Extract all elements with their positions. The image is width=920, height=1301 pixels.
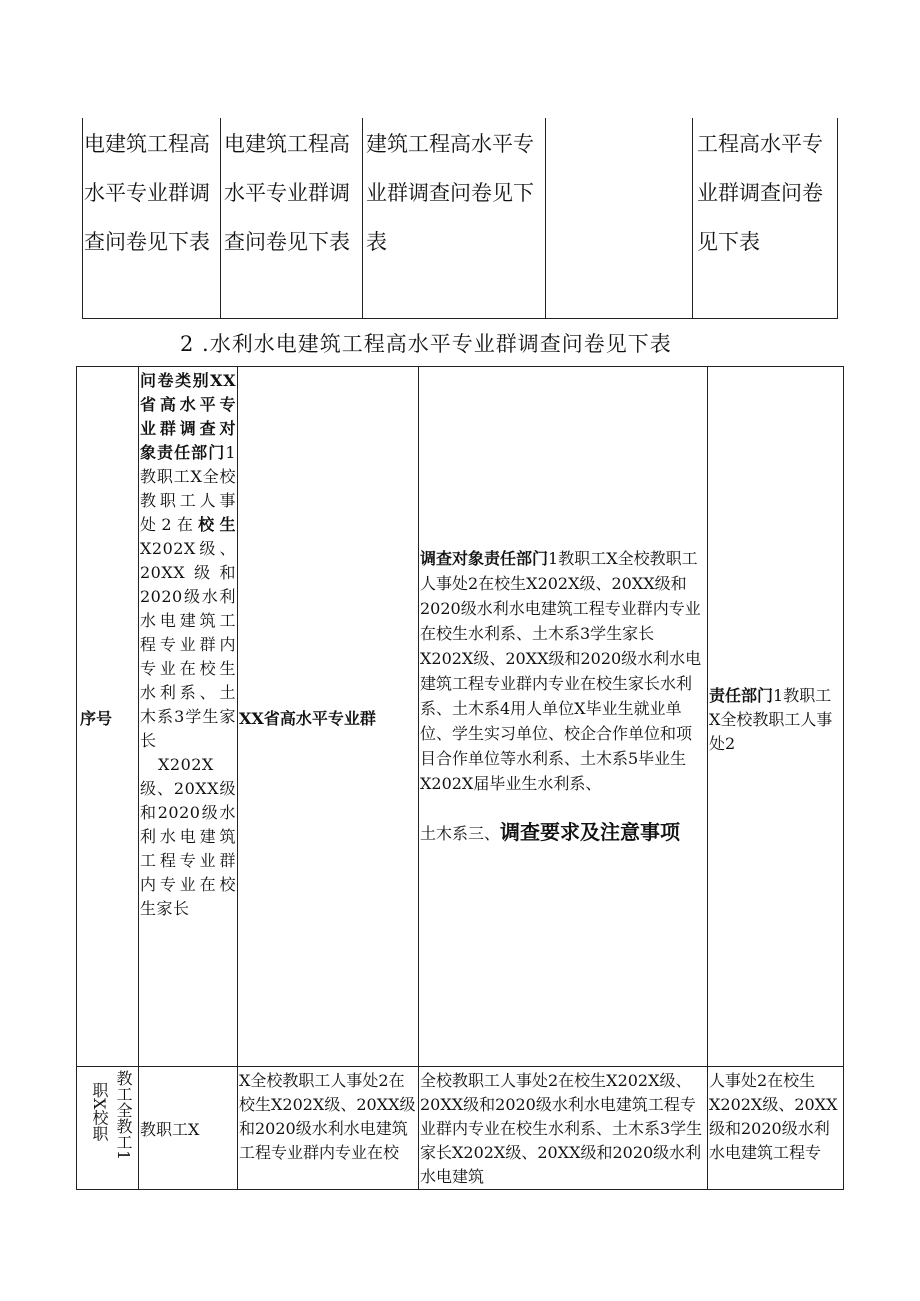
survey-target-tail-heading: 调查要求及注意事项 xyxy=(500,820,681,844)
top-table-divider-2 xyxy=(362,118,363,318)
responsible-dept-text: 1教职工X全校教职工人事处2 xyxy=(709,686,833,753)
survey-type-text-2: X202X级、20XX级和2020级水利水电建筑工程专业群内专业在校生水利系、土木系3学生家长 xyxy=(140,539,236,750)
top-cell-4 xyxy=(549,118,689,318)
top-table-right-border xyxy=(837,118,838,318)
top-table-left-border xyxy=(82,118,83,318)
top-cell-5: 工程高水平专业群调查问卷见下表 xyxy=(697,132,823,254)
responsible-dept-bold: 责任部门 xyxy=(709,686,774,705)
main-table-bottom-border xyxy=(76,1189,844,1190)
survey-type-bold: 问卷类别XX省高水平专业群调查对象责任部门 xyxy=(140,371,236,462)
row2-cell-c4: 全校教职工人事处2在校生X202X级、20XX级和2020级水利水电建筑工程专业群内专业在校生水利系、土木系3学生家长X202X级、20XX级和2020级水利水电建筑 xyxy=(420,1071,703,1186)
survey-target-text: 1教职工X全校教职工人事处2在校生X202X级、20XX级和2020级水利水电建筑工程专业群内专业在校生水利系、土木系3学生家长X202X级、20XX级和2020级水利水电建筑工程专业群内专业在校生家长水利系、土木系4用人单位X毕业生就业单位、学生实习单位、校企合作单位和项目合作单位等水利系、土木系5毕业生X202X届毕业生水利系、 xyxy=(420,549,702,793)
main-table-row-divider xyxy=(76,1066,844,1067)
survey-target-bold: 调查对象责任部门 xyxy=(420,549,549,568)
main-table-left-border xyxy=(76,366,77,1190)
header-cell-seq: 序号 xyxy=(80,709,113,728)
main-table-divider-4 xyxy=(707,366,708,1190)
header-cell-program-group: XX省高水平专业群 xyxy=(239,709,376,728)
survey-target-tail-small: 土木系三、 xyxy=(420,824,501,843)
row2-cell-c5: 人事处2在校生X202X级、20XX级和2020级水利水电建筑工程专 xyxy=(709,1071,838,1162)
top-table-divider-4 xyxy=(692,118,693,318)
top-table-bottom-border xyxy=(82,318,838,319)
section-caption: 2 .水利水电建筑工程高水平专业群调查问卷见下表 xyxy=(180,332,672,356)
header-cell-survey-type xyxy=(140,369,236,921)
header-cell-responsible-dept xyxy=(709,684,841,756)
header-cell-survey-target xyxy=(420,546,706,860)
survey-type-text: 1教职工X全校教职工人事处2在 xyxy=(140,443,236,534)
main-table-divider-1 xyxy=(138,366,139,1190)
main-table-top-border xyxy=(76,366,844,367)
row2-cell-vertical-2: 职X校职 xyxy=(90,1082,109,1142)
survey-type-paragraph-2: X202X级、20XX级和2020级水利水电建筑工程专业群内专业在校生家长 xyxy=(140,755,236,918)
main-table-right-border xyxy=(843,366,844,1190)
top-table-divider-3 xyxy=(545,118,546,318)
row2-cell-vertical-1: 教工全教工1 xyxy=(114,1070,133,1161)
top-cell-2: 电建筑工程高水平专业群调查问卷见下表 xyxy=(224,132,350,254)
top-table-divider-1 xyxy=(220,118,221,318)
top-cell-3: 建筑工程高水平专业群调查问卷见下表 xyxy=(366,132,534,254)
row2-cell-c3: X全校教职工人事处2在校生X202X级、20XX级和2020级水利水电建筑工程专业群内专业在校 xyxy=(239,1071,416,1162)
top-cell-1: 电建筑工程高水平专业群调查问卷见下表 xyxy=(84,132,210,254)
row2-cell-staff: 教职工X xyxy=(140,1120,200,1139)
main-table-divider-3 xyxy=(418,366,419,1190)
survey-type-bold-2: 校生 xyxy=(198,515,236,534)
main-table-divider-2 xyxy=(237,366,238,1190)
